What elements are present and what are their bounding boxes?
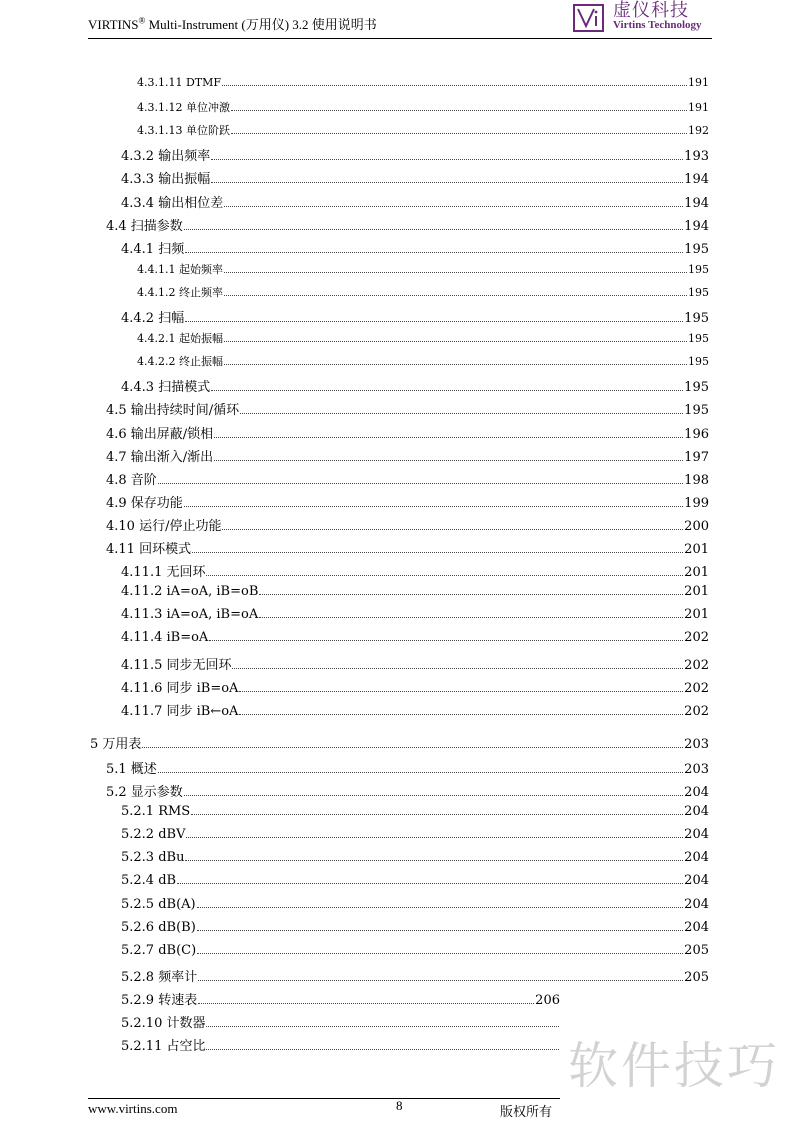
toc-entry-page: 202 xyxy=(684,680,709,696)
toc-entry-page: 205 xyxy=(684,942,709,958)
toc-entry-title: 4.3.2 输出频率 xyxy=(121,149,211,165)
toc-entry-page: 191 xyxy=(688,101,709,115)
toc-entry-title: 5.2.9 转速表 xyxy=(121,992,198,1008)
document-title: VIRTINS® Multi-Instrument (万用仪) 3.2 使用说明书 xyxy=(88,15,377,32)
toc-entry-title: 5.2.7 dB(C) xyxy=(121,942,197,958)
toc-leader-dots xyxy=(192,552,683,553)
toc-entry[interactable] xyxy=(121,238,709,257)
toc-entry-title: 4.11 回环模式 xyxy=(106,542,192,557)
toc-leader-dots xyxy=(142,747,683,748)
toc-entry[interactable] xyxy=(121,804,709,819)
toc-entry-title: 5.2.5 dB(A) xyxy=(121,896,196,912)
toc-entry[interactable] xyxy=(121,145,709,164)
toc-entry-page: 195 xyxy=(684,380,709,396)
toc-entry-title: 4.4 扫描参数 xyxy=(106,218,183,234)
toc-entry[interactable] xyxy=(106,492,709,511)
toc-entry[interactable] xyxy=(106,215,709,234)
toc-entry[interactable] xyxy=(121,873,709,888)
toc-leader-dots xyxy=(184,795,683,796)
toc-entry-page: 194 xyxy=(684,172,709,188)
toc-entry-page: 195 xyxy=(688,262,709,276)
toc-entry-page: 201 xyxy=(684,607,709,623)
toc-entry-title: 4.4.2.2 终止振幅 xyxy=(137,355,223,369)
toc-leader-dots xyxy=(186,837,683,838)
toc-entry-page: 199 xyxy=(684,495,709,511)
watermark-text: 软件技巧 xyxy=(568,1037,780,1095)
toc-entry-title: 4.4.1 扫频 xyxy=(121,241,185,257)
toc-leader-dots xyxy=(206,1049,559,1050)
virtins-logo xyxy=(573,4,604,32)
toc-leader-dots xyxy=(214,460,683,461)
toc-entry[interactable] xyxy=(137,330,709,346)
toc-leader-dots xyxy=(197,953,683,954)
toc-leader-dots xyxy=(177,883,683,884)
toc-entry[interactable] xyxy=(121,827,709,842)
toc-entry[interactable] xyxy=(106,515,709,534)
toc-entry-page: 204 xyxy=(684,804,709,820)
toc-leader-dots xyxy=(158,483,683,484)
toc-entry-title: 5.2.8 频率计 xyxy=(121,969,198,985)
toc-entry[interactable] xyxy=(106,446,709,465)
toc-entry-title: 5 万用表 xyxy=(90,736,142,752)
toc-leader-dots xyxy=(198,980,683,981)
toc-entry-title: 4.3.1.13 单位阶跃 xyxy=(137,124,230,138)
toc-leader-dots xyxy=(224,341,687,342)
toc-entry[interactable] xyxy=(121,943,709,958)
toc-entry-title: 4.11.4 iB=oA xyxy=(121,630,209,646)
toc-entry[interactable] xyxy=(121,654,709,673)
toc-entry-page: 193 xyxy=(684,149,709,165)
toc-entry-page: 206 xyxy=(535,992,560,1008)
toc-entry-title: 5.1 概述 xyxy=(106,761,157,777)
toc-leader-dots xyxy=(231,110,687,111)
toc-entry-page: 197 xyxy=(684,449,709,465)
toc-leader-dots xyxy=(214,437,683,438)
toc-entry-title: 5.2.10 计数器 xyxy=(121,1016,206,1031)
toc-entry-title: 5.2.11 占空比 xyxy=(121,1039,206,1055)
toc-leader-dots xyxy=(184,506,683,507)
toc-entry-title: 4.10 运行/停止功能 xyxy=(106,518,222,534)
toc-entry[interactable] xyxy=(121,630,709,645)
toc-entry-title: 4.3.4 输出相位差 xyxy=(121,195,224,211)
toc-entry-page: 204 xyxy=(684,850,709,866)
toc-leader-dots xyxy=(185,252,683,253)
toc-entry[interactable] xyxy=(106,758,709,777)
page-number: 8 xyxy=(396,1098,403,1113)
toc-entry-title: 4.3.1.12 单位冲激 xyxy=(137,101,230,115)
toc-entry-page: 202 xyxy=(684,630,709,646)
toc-entry[interactable] xyxy=(137,284,709,300)
toc-entry-page: 195 xyxy=(684,241,709,257)
toc-entry-title: 4.4.1.2 终止频率 xyxy=(137,285,223,299)
toc-leader-dots xyxy=(211,390,683,391)
toc-entry[interactable] xyxy=(121,1012,560,1031)
toc-entry-title: 4.8 音阶 xyxy=(106,472,157,488)
toc-entry-title: 4.3.1.11 DTMF xyxy=(137,76,222,89)
toc-leader-dots xyxy=(158,772,683,773)
toc-entry[interactable] xyxy=(121,192,709,211)
toc-entry-page: 195 xyxy=(684,403,709,419)
toc-entry-page: 203 xyxy=(684,736,709,752)
toc-entry[interactable] xyxy=(137,76,709,89)
toc-entry[interactable] xyxy=(121,700,709,719)
toc-entry-page: 195 xyxy=(688,332,709,346)
toc-leader-dots xyxy=(224,206,683,207)
toc-entry-title: 4.11.3 iA=oA, iB=oA xyxy=(121,607,259,623)
logo-chinese-name: 虚仪科技 xyxy=(613,0,689,21)
toc-entry-page: 194 xyxy=(684,195,709,211)
toc-entry[interactable] xyxy=(90,733,709,752)
toc-entry-title: 4.11.6 同步 iB=oA xyxy=(121,680,239,696)
logo-english-name: Virtins Technology xyxy=(613,19,702,31)
toc-entry-title: 5.2.2 dBV xyxy=(121,827,186,843)
toc-entry[interactable] xyxy=(121,307,709,326)
toc-entry[interactable] xyxy=(121,376,709,395)
toc-entry-title: 4.4.2 扫幅 xyxy=(121,311,185,326)
toc-leader-dots xyxy=(198,1003,534,1004)
toc-entry[interactable] xyxy=(106,538,709,557)
toc-leader-dots xyxy=(240,413,683,414)
toc-leader-dots xyxy=(239,691,683,692)
toc-entry-page: 205 xyxy=(684,969,709,985)
toc-entry-title: 4.9 保存功能 xyxy=(106,495,183,511)
toc-entry[interactable] xyxy=(121,1035,560,1054)
toc-entry-title: 4.5 输出持续时间/循环 xyxy=(106,403,240,419)
toc-entry-page: 201 xyxy=(684,584,709,600)
toc-leader-dots xyxy=(209,640,683,641)
toc-entry[interactable] xyxy=(137,122,709,138)
toc-entry[interactable] xyxy=(106,423,709,442)
toc-leader-dots xyxy=(222,529,683,530)
toc-entry[interactable] xyxy=(121,897,709,912)
toc-entry-title: 5.2.4 dB xyxy=(121,873,177,889)
toc-leader-dots xyxy=(185,860,683,861)
toc-entry-page: 201 xyxy=(684,565,709,581)
toc-entry-page: 195 xyxy=(684,311,709,326)
toc-leader-dots xyxy=(232,668,683,669)
toc-leader-dots xyxy=(259,594,683,595)
toc-entry-page: 204 xyxy=(684,785,709,800)
toc-entry[interactable] xyxy=(137,353,709,369)
toc-leader-dots xyxy=(206,575,683,576)
toc-entry[interactable] xyxy=(121,850,709,865)
toc-entry-page: 191 xyxy=(688,76,709,89)
toc-leader-dots xyxy=(259,617,683,618)
footer-website: www.virtins.com xyxy=(88,1101,178,1116)
toc-entry-title: 4.11.1 无回环 xyxy=(121,565,206,581)
toc-entry[interactable] xyxy=(121,607,709,622)
toc-entry-title: 4.11.7 同步 iB←oA xyxy=(121,703,239,719)
toc-entry-title: 4.4.1.1 起始频率 xyxy=(137,262,223,276)
toc-leader-dots xyxy=(239,714,683,715)
page-header xyxy=(0,0,800,44)
toc-entry-title: 5.2.6 dB(B) xyxy=(121,919,196,935)
toc-entry-page: 203 xyxy=(684,761,709,777)
toc-entry[interactable] xyxy=(121,168,709,187)
header-rule xyxy=(88,38,712,39)
toc-entry[interactable] xyxy=(106,469,709,488)
toc-leader-dots xyxy=(224,272,687,273)
toc-leader-dots xyxy=(222,85,687,86)
toc-entry-title: 4.11.5 同步无回环 xyxy=(121,657,232,673)
toc-entry-title: 5.2.3 dBu xyxy=(121,850,185,866)
toc-entry-page: 202 xyxy=(684,657,709,673)
toc-leader-dots xyxy=(206,1026,559,1027)
toc-entry[interactable] xyxy=(121,966,709,985)
toc-entry[interactable] xyxy=(121,920,709,935)
toc-entry-title: 4.11.2 iA=oA, iB=oB xyxy=(121,584,259,600)
toc-entry-title: 4.4.2.1 起始振幅 xyxy=(137,332,223,346)
toc-leader-dots xyxy=(211,159,683,160)
toc-entry-title: 4.4.3 扫描模式 xyxy=(121,380,211,396)
toc-entry-title: 4.6 输出屏蔽/锁相 xyxy=(106,426,214,442)
toc-entry-page: 194 xyxy=(684,218,709,234)
toc-entry-page: 200 xyxy=(684,518,709,534)
toc-entry[interactable] xyxy=(106,781,709,800)
toc-entry[interactable] xyxy=(121,989,560,1008)
toc-entry-title: 5.2.1 RMS xyxy=(121,804,191,820)
toc-leader-dots xyxy=(184,229,683,230)
toc-leader-dots xyxy=(197,907,684,908)
toc-leader-dots xyxy=(224,295,687,296)
toc-entry[interactable] xyxy=(121,561,709,580)
toc-entry-title: 5.2 显示参数 xyxy=(106,785,183,800)
toc-entry-page: 204 xyxy=(684,873,709,889)
toc-entry-page: 202 xyxy=(684,703,709,719)
toc-entry-page: 195 xyxy=(688,355,709,369)
toc-entry-page: 204 xyxy=(684,827,709,843)
toc-entry[interactable] xyxy=(121,584,709,599)
toc-leader-dots xyxy=(211,182,683,183)
toc-leader-dots xyxy=(191,814,683,815)
toc-entry-page: 192 xyxy=(688,124,709,138)
toc-leader-dots xyxy=(185,321,683,322)
toc-entry-page: 201 xyxy=(684,542,709,557)
toc-entry-page: 196 xyxy=(684,426,709,442)
toc-leader-dots xyxy=(197,930,683,931)
toc-entry[interactable] xyxy=(121,677,709,696)
toc-entry-title: 4.7 输出渐入/渐出 xyxy=(106,449,214,465)
toc-entry[interactable] xyxy=(137,261,709,277)
toc-entry[interactable] xyxy=(106,399,709,418)
toc-leader-dots xyxy=(224,364,687,365)
toc-entry-page: 198 xyxy=(684,472,709,488)
footer-copyright: 版权所有 xyxy=(500,1105,553,1120)
toc-entry[interactable] xyxy=(137,99,709,115)
toc-entry-page: 204 xyxy=(684,919,709,935)
toc-leader-dots xyxy=(231,133,687,134)
toc-entry-title: 4.3.3 输出振幅 xyxy=(121,172,211,188)
toc-entry-page: 195 xyxy=(688,285,709,299)
toc-entry-page: 204 xyxy=(684,896,709,912)
